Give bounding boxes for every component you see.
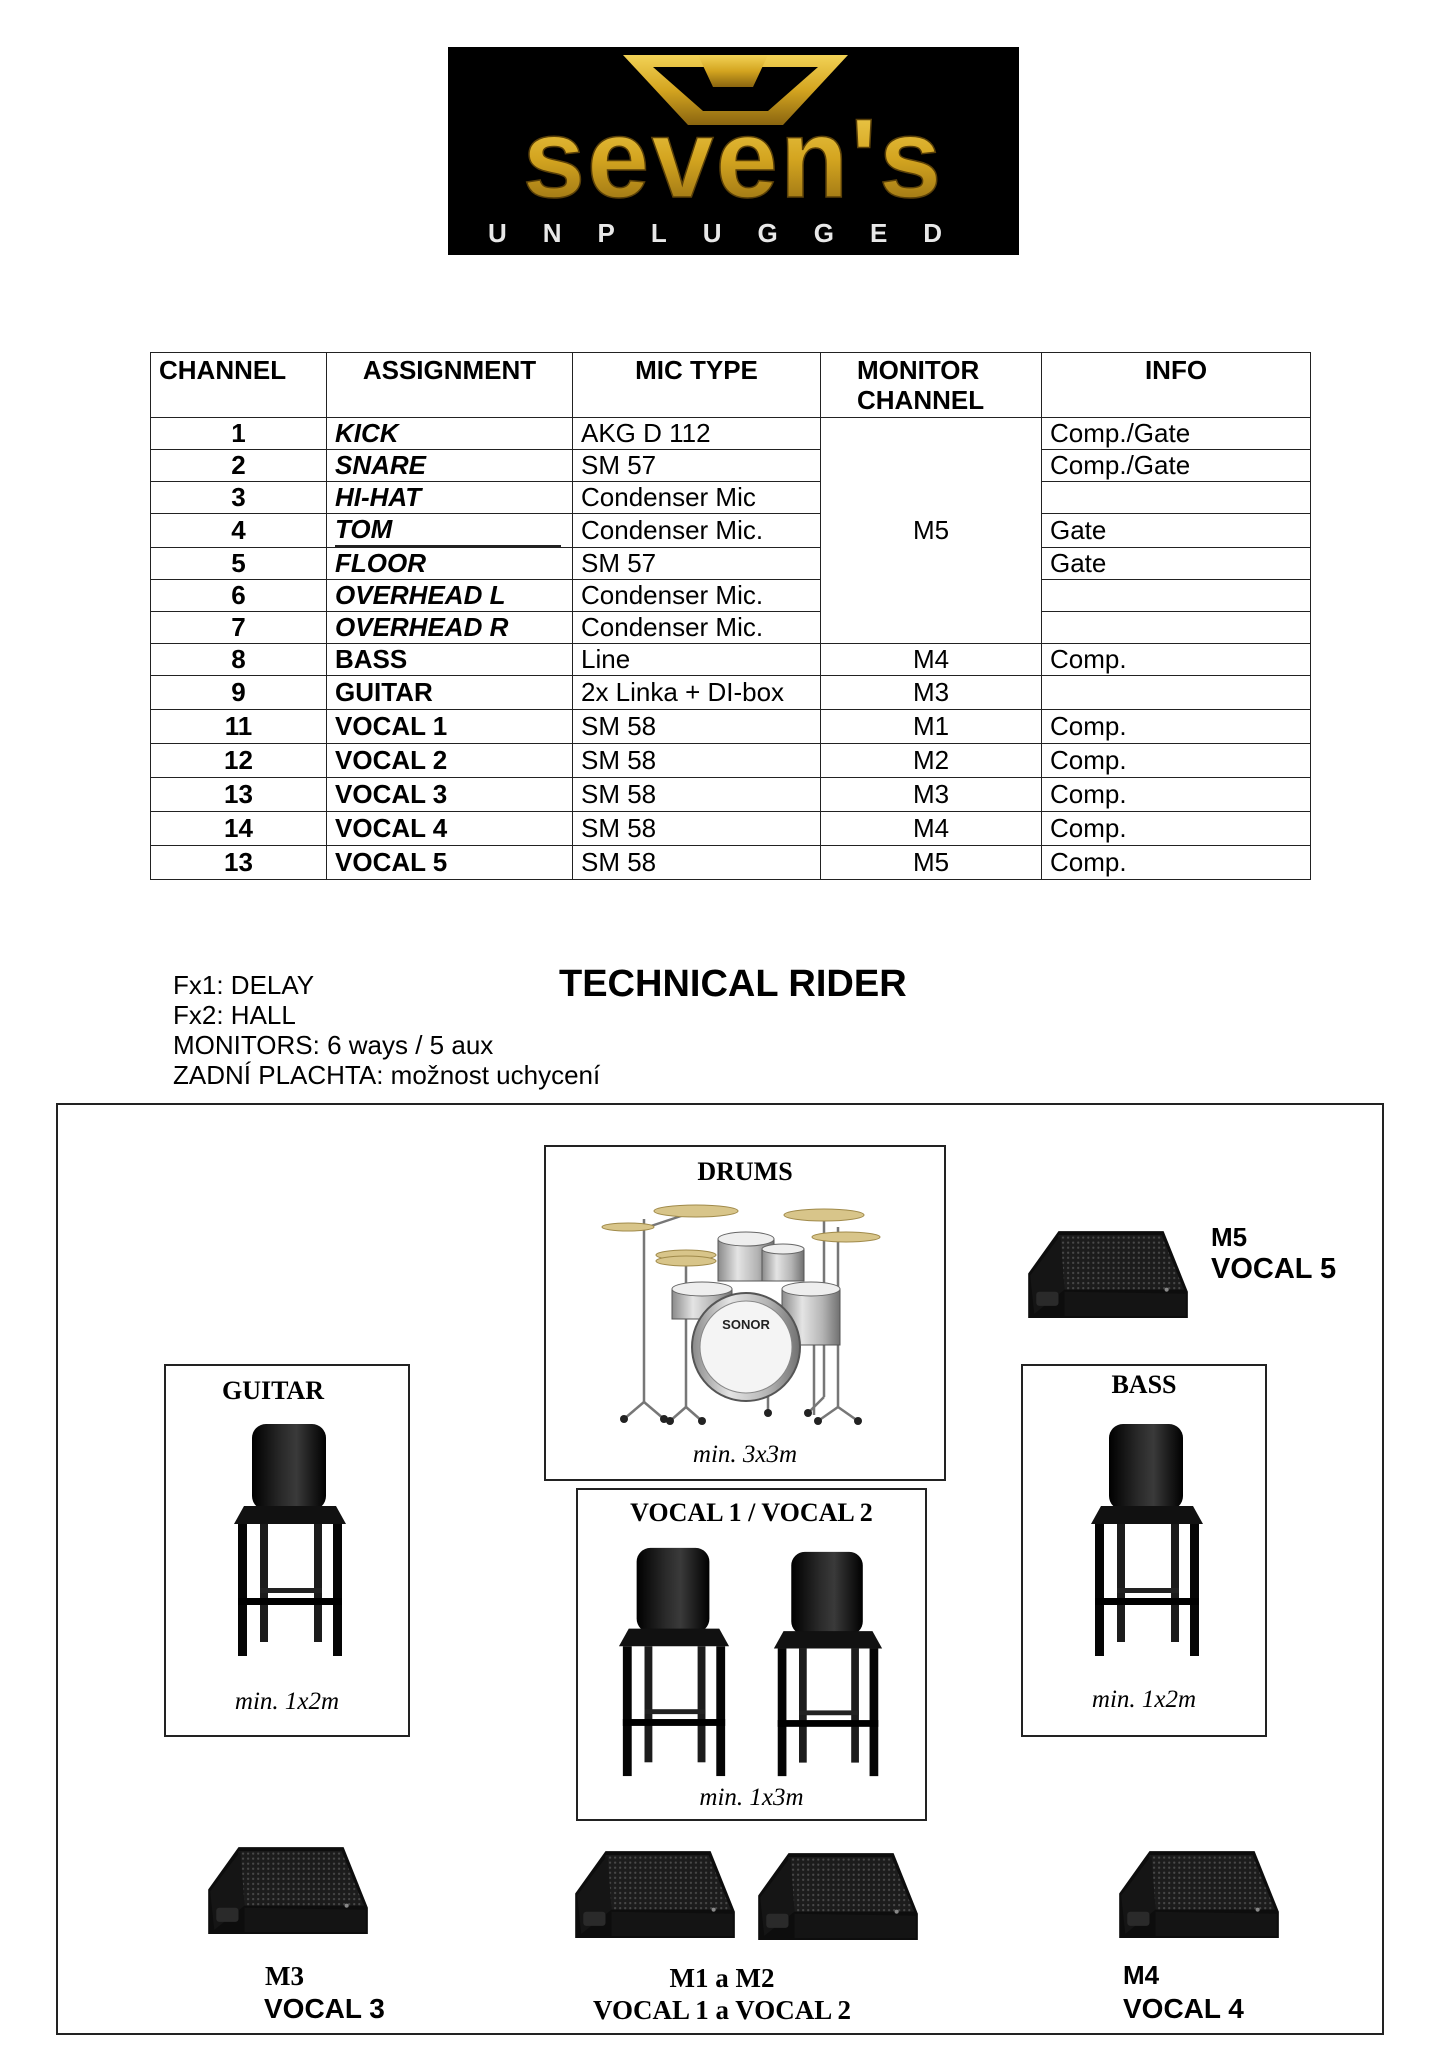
cell-assignment: FLOOR bbox=[327, 548, 573, 580]
chair-icon bbox=[768, 1548, 888, 1780]
monitor-m12-label-text: VOCAL 1 a VOCAL 2 bbox=[593, 1995, 851, 2025]
monitor-m4-label: VOCAL 4 bbox=[1123, 1993, 1244, 2024]
cell-mic: Condenser Mic. bbox=[573, 580, 821, 612]
cell-mic: SM 58 bbox=[573, 744, 821, 778]
cell-assignment-text: TOM bbox=[335, 514, 561, 547]
table-row bbox=[151, 710, 1311, 744]
table-row bbox=[151, 612, 1311, 644]
cell-assignment: VOCAL 4 bbox=[327, 812, 573, 846]
drums-area bbox=[544, 1145, 946, 1481]
note-fx1: Fx1: DELAY bbox=[173, 970, 315, 1000]
header-monitor-channel bbox=[821, 353, 1042, 418]
cell-monitor: M5 bbox=[821, 846, 1042, 880]
cell-info: Comp. bbox=[1042, 744, 1311, 778]
rider-notes bbox=[173, 970, 600, 1090]
cell-info: Comp. bbox=[1042, 644, 1311, 676]
cell-info bbox=[1042, 612, 1311, 644]
header-monitor-line1: MONITOR bbox=[857, 355, 980, 385]
cell-mic: SM 57 bbox=[573, 450, 821, 482]
cell-mic: AKG D 112 bbox=[573, 418, 821, 450]
cell-channel: 9 bbox=[151, 676, 327, 710]
cell-assignment: OVERHEAD R bbox=[327, 612, 573, 644]
chair-icon bbox=[614, 1544, 734, 1780]
header-monitor-line2: CHANNEL bbox=[857, 385, 985, 415]
monitor-wedge-icon bbox=[200, 1841, 372, 1937]
cell-assignment: KICK bbox=[327, 418, 573, 450]
header-mic-type: MIC TYPE bbox=[573, 353, 821, 418]
cell-assignment: OVERHEAD L bbox=[327, 580, 573, 612]
cell-assignment: VOCAL 1 bbox=[327, 710, 573, 744]
cell-info: Comp. bbox=[1042, 778, 1311, 812]
table-header-row bbox=[151, 353, 1311, 418]
guitar-size: min. 1x2m bbox=[234, 1688, 340, 1715]
cell-mic: Line bbox=[573, 644, 821, 676]
monitor-m12-id bbox=[0, 1963, 1016, 1994]
table-row bbox=[151, 644, 1311, 676]
cell-channel: 6 bbox=[151, 580, 327, 612]
cell-channel: 1 bbox=[151, 418, 327, 450]
cell-info: Gate bbox=[1042, 548, 1311, 580]
cell-assignment: SNARE bbox=[327, 450, 573, 482]
monitor-m12-id-text: M1 a M2 bbox=[669, 1963, 775, 1993]
cell-mic: SM 58 bbox=[573, 846, 821, 880]
vocals-area bbox=[576, 1488, 927, 1821]
logo-subtitle: UNPLUGGED bbox=[487, 218, 979, 248]
monitor-m3-label: VOCAL 3 bbox=[264, 1993, 385, 2024]
cell-mic: SM 58 bbox=[573, 778, 821, 812]
note-monitors: MONITORS: 6 ways / 5 aux bbox=[173, 1030, 494, 1060]
table-row bbox=[151, 676, 1311, 710]
cell-mic: Condenser Mic. bbox=[573, 612, 821, 644]
cell-info bbox=[1042, 580, 1311, 612]
cell-channel: 2 bbox=[151, 450, 327, 482]
guitar-title: GUITAR bbox=[222, 1376, 325, 1405]
cell-monitor: M3 bbox=[821, 676, 1042, 710]
cell-channel: 12 bbox=[151, 744, 327, 778]
table-row bbox=[151, 418, 1311, 450]
monitor-wedge-icon bbox=[750, 1847, 922, 1943]
monitor-m12-label bbox=[0, 1995, 1016, 2026]
stage-plot bbox=[56, 1103, 1384, 2035]
cell-mic: SM 57 bbox=[573, 548, 821, 580]
guitar-area bbox=[164, 1364, 410, 1737]
cell-assignment: VOCAL 2 bbox=[327, 744, 573, 778]
chair-icon bbox=[230, 1420, 350, 1660]
vocals-size: min. 1x3m bbox=[699, 1784, 804, 1811]
note-backdrop: ZADNÍ PLACHTA: možnost uchycení bbox=[173, 1060, 601, 1090]
cell-info: Comp./Gate bbox=[1042, 450, 1311, 482]
cell-mic: Condenser Mic. bbox=[573, 514, 821, 548]
cell-mic: SM 58 bbox=[573, 812, 821, 846]
cell-assignment: HI-HAT bbox=[327, 482, 573, 514]
cell-channel: 7 bbox=[151, 612, 327, 644]
header-assignment: ASSIGNMENT bbox=[327, 353, 573, 418]
drum-kit-icon bbox=[586, 1197, 906, 1427]
bass-title: BASS bbox=[1111, 1370, 1177, 1399]
drums-title: DRUMS bbox=[697, 1157, 793, 1186]
cell-channel: 14 bbox=[151, 812, 327, 846]
cell-channel: 3 bbox=[151, 482, 327, 514]
cell-info: Gate bbox=[1042, 514, 1311, 548]
table-row bbox=[151, 812, 1311, 846]
cell-channel: 13 bbox=[151, 778, 327, 812]
note-fx2: Fx2: HALL bbox=[173, 1000, 296, 1030]
cell-monitor: M4 bbox=[821, 644, 1042, 676]
cell-info: Comp./Gate bbox=[1042, 418, 1311, 450]
table-row bbox=[151, 482, 1311, 514]
table-row bbox=[151, 846, 1311, 880]
table-row bbox=[151, 548, 1311, 580]
cell-channel: 4 bbox=[151, 514, 327, 548]
table-row bbox=[151, 450, 1311, 482]
cell-assignment: VOCAL 5 bbox=[327, 846, 573, 880]
cell-assignment: GUITAR bbox=[327, 676, 573, 710]
cell-info: Comp. bbox=[1042, 846, 1311, 880]
drum-brand: SONOR bbox=[722, 1317, 770, 1332]
cell-info: Comp. bbox=[1042, 710, 1311, 744]
monitor-wedge-icon bbox=[1020, 1225, 1192, 1321]
cell-channel: 11 bbox=[151, 710, 327, 744]
header-info: INFO bbox=[1042, 353, 1311, 418]
logo-wordmark: seven's bbox=[522, 96, 944, 221]
bass-size: min. 1x2m bbox=[1091, 1686, 1197, 1713]
cell-mic: SM 58 bbox=[573, 710, 821, 744]
cell-mic: 2x Linka + DI-box bbox=[573, 676, 821, 710]
cell-info bbox=[1042, 482, 1311, 514]
cell-monitor: M4 bbox=[821, 812, 1042, 846]
band-logo bbox=[448, 47, 1019, 255]
cell-monitor: M1 bbox=[821, 710, 1042, 744]
chair-icon bbox=[1087, 1420, 1207, 1660]
header-channel: CHANNEL bbox=[151, 353, 327, 418]
cell-channel: 8 bbox=[151, 644, 327, 676]
monitor-m4-id: M4 bbox=[1123, 1960, 1160, 1990]
drums-size: min. 3x3m bbox=[692, 1441, 798, 1468]
bass-area bbox=[1021, 1364, 1267, 1737]
cell-mic: Condenser Mic bbox=[573, 482, 821, 514]
cell-assignment: VOCAL 3 bbox=[327, 778, 573, 812]
cell-assignment bbox=[327, 514, 573, 548]
table-row bbox=[151, 744, 1311, 778]
cell-info bbox=[1042, 676, 1311, 710]
cell-monitor: M3 bbox=[821, 778, 1042, 812]
table-row bbox=[151, 778, 1311, 812]
cell-channel: 13 bbox=[151, 846, 327, 880]
cell-monitor: M2 bbox=[821, 744, 1042, 778]
monitor-m5-label: VOCAL 5 bbox=[1211, 1253, 1337, 1285]
table-row bbox=[151, 514, 1311, 548]
cell-monitor-drums: M5 bbox=[821, 418, 1042, 644]
monitor-m3-id: M3 bbox=[265, 1961, 304, 1991]
cell-info: Comp. bbox=[1042, 812, 1311, 846]
page-title: TECHNICAL RIDER bbox=[559, 963, 907, 1005]
table-row bbox=[151, 580, 1311, 612]
cell-channel: 5 bbox=[151, 548, 327, 580]
cell-assignment: BASS bbox=[327, 644, 573, 676]
vocals-title: VOCAL 1 / VOCAL 2 bbox=[630, 1498, 873, 1527]
monitor-m5-id: M5 bbox=[1211, 1222, 1248, 1252]
monitor-wedge-icon bbox=[1111, 1845, 1283, 1941]
monitor-wedge-icon bbox=[567, 1845, 739, 1941]
channel-list-table bbox=[150, 352, 1311, 880]
